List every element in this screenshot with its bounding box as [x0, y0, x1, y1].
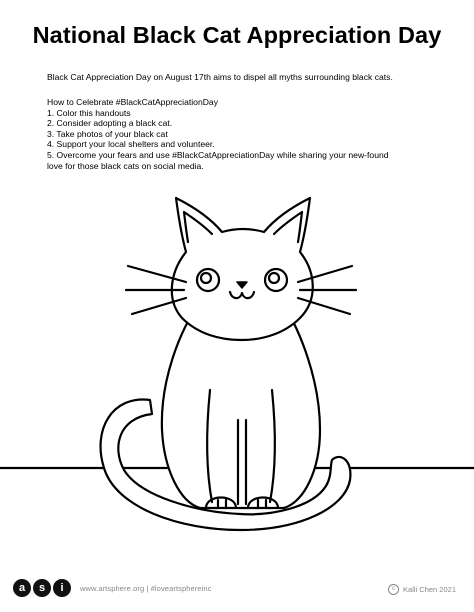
celebrate-step: 2. Consider adopting a black cat.	[47, 118, 173, 129]
celebrate-step: 5. Overcome your fears and use #BlackCatAppreciationDay while sharing your new-found	[47, 149, 389, 160]
credit-text: Kalli Chen 2021	[403, 585, 456, 594]
logo-letter: i	[53, 579, 71, 597]
celebrate-step: 4. Support your local shelters and volunteer.	[47, 139, 215, 150]
intro-text: Black Cat Appreciation Day on August 17th aims to dispel all myths surrounding black cats.	[47, 72, 393, 82]
cat-outline-drawing	[0, 190, 474, 570]
footer-links: www.artsphere.org | #loveartsphereinc	[80, 584, 212, 593]
copyright-icon: c	[388, 584, 399, 595]
celebrate-step: 1. Color this handouts	[47, 107, 131, 118]
page-title: National Black Cat Appreciation Day	[32, 22, 442, 48]
logo-letter: a	[13, 579, 31, 597]
celebrate-step: 3. Take photos of your black cat	[47, 128, 168, 139]
footer-credit	[388, 584, 456, 595]
asi-logo	[13, 577, 71, 599]
logo-letter: s	[33, 579, 51, 597]
celebrate-heading: How to Celebrate #BlackCatAppreciationDay	[47, 97, 219, 107]
celebrate-list	[47, 97, 447, 171]
celebrate-step: love for those black cats on social media.	[47, 160, 204, 171]
